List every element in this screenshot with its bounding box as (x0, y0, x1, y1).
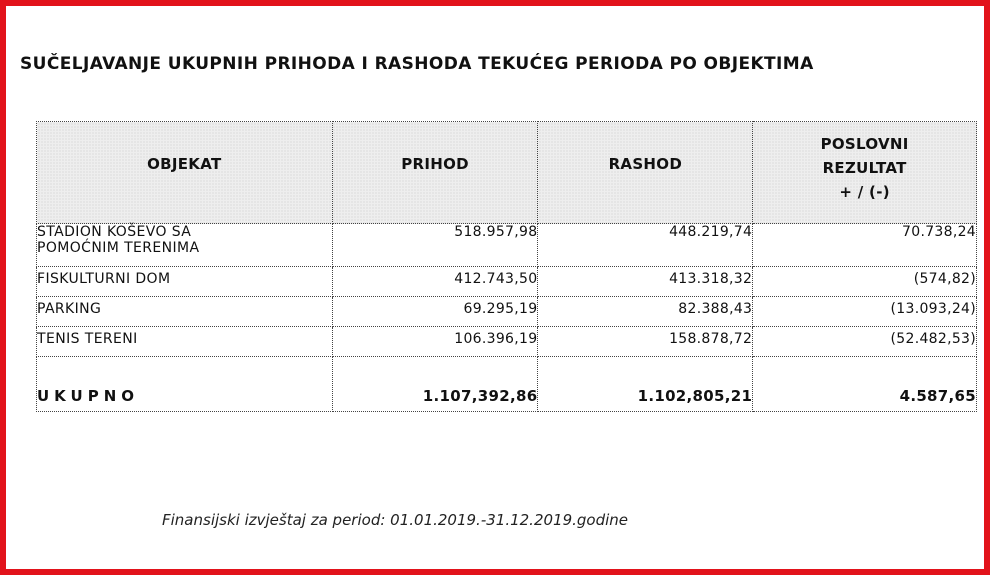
row-rezultat: 70.738,24 (753, 224, 977, 267)
report-period-note: Finansijski izvještaj za period: 01.01.2019.-31.12.2019.godine (162, 511, 629, 529)
row-rezultat: (13.093,24) (753, 297, 977, 327)
row-rezultat: (574,82) (753, 267, 977, 297)
header-poslovni-rezultat: POSLOVNI REZULTAT + / (-) (753, 122, 977, 224)
page-title: SUČELJAVANJE UKUPNIH PRIHODA I RASHODA TEKUĆEG PERIODA PO OBJEKTIMA (20, 54, 814, 74)
row-prihod: 69.295,19 (332, 297, 538, 327)
row-prihod: 106.396,19 (332, 327, 538, 357)
row-rezultat: (52.482,53) (753, 327, 977, 357)
table-header-row (37, 122, 977, 224)
total-row (37, 357, 977, 412)
total-rezultat: 4.587,65 (753, 357, 977, 412)
total-rashod: 1.102,805,21 (538, 357, 753, 412)
row-rashod: 158.878,72 (538, 327, 753, 357)
table-row (37, 267, 977, 297)
total-prihod: 1.107,392,86 (332, 357, 538, 412)
row-rashod: 413.318,32 (538, 267, 753, 297)
table-row (37, 224, 977, 267)
row-name: STADION KOŠEVO SA POMOĆNIM TERENIMA (37, 224, 333, 267)
row-name: TENIS TERENI (37, 327, 333, 357)
table-row (37, 327, 977, 357)
row-rashod: 448.219,74 (538, 224, 753, 267)
income-expense-table (36, 121, 977, 412)
row-prihod: 412.743,50 (332, 267, 538, 297)
total-label: UKUPNO (37, 357, 333, 412)
row-name: FISKULTURNI DOM (37, 267, 333, 297)
table-row (37, 297, 977, 327)
row-name: PARKING (37, 297, 333, 327)
row-rashod: 82.388,43 (538, 297, 753, 327)
header-prihod: PRIHOD (332, 122, 538, 224)
row-prihod: 518.957,98 (332, 224, 538, 267)
header-objekat: OBJEKAT (37, 122, 333, 224)
header-rashod: RASHOD (538, 122, 753, 224)
